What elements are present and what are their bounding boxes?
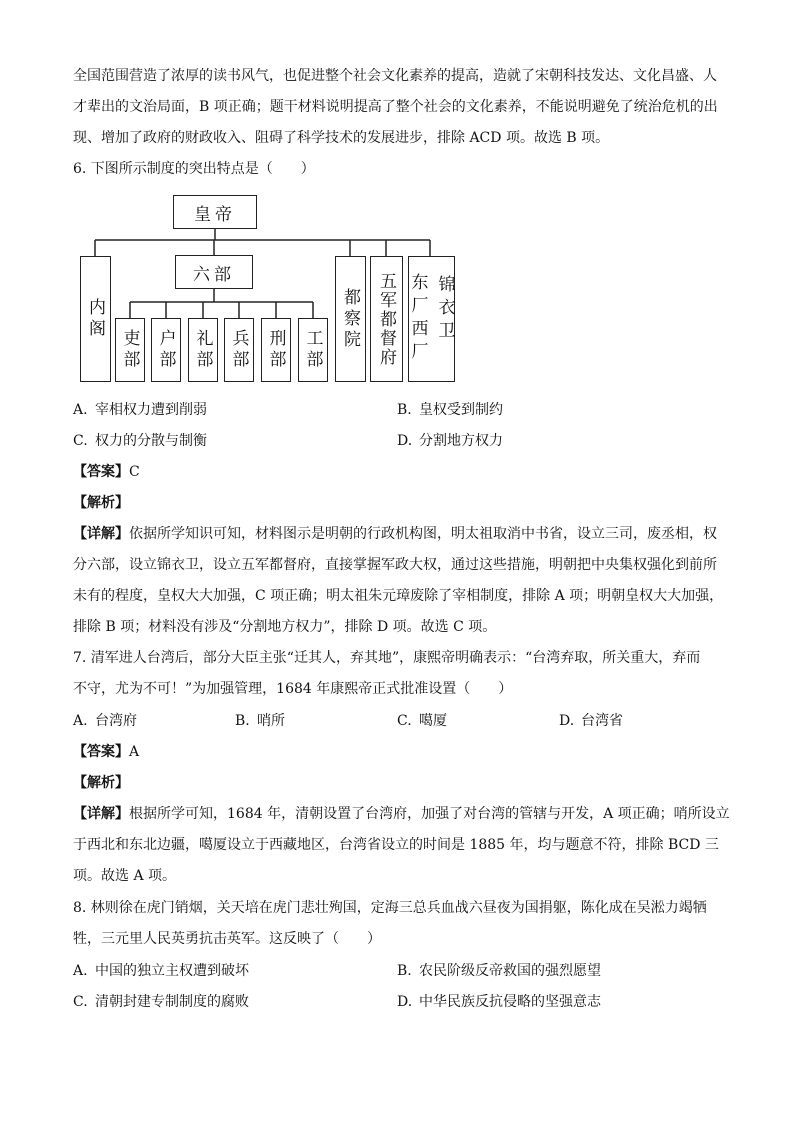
ministry-hu-box	[151, 318, 181, 382]
q6-detail-tag: 【详解】	[73, 526, 129, 542]
q7-detail-line-2: 于西北和东北边疆，噶厦设立于西藏地区，台湾省设立的时间是 1885 年，均与题意不符，排除 BCD 三	[73, 837, 719, 853]
q7-detail-text-1: 根据所学可知，1684 年，清朝设置了台湾府，加强了对台湾的管辖与开发，A 项正确；哨所设立	[129, 806, 730, 822]
q8-option-d[interactable]: D. 中华民族反抗侵略的坚强意志	[397, 994, 601, 1010]
q6-answer-value: C	[129, 464, 140, 480]
q6-stem: 6. 下图所示制度的突出特点是（ ）	[73, 161, 315, 177]
q6-detail-text-1: 依据所学知识可知，材料图示是明朝的行政机构图，明太祖取消中书省，设立三司，废丞相，权	[129, 526, 717, 542]
q8-option-c-text: 清朝封建专制制度的腐败	[95, 994, 249, 1010]
intro-line-3: 现、增加了政府的财政收入、阻碍了科学技术的发展进步，排除 ACD 项。故选 B 项。	[73, 130, 610, 146]
ministry-hu-label: 户部	[155, 329, 176, 371]
q6-option-b-text: 皇权受到制约	[419, 402, 503, 418]
q6-answer-tag: 【答案】	[73, 464, 129, 480]
q8-option-a[interactable]: A. 中国的独立主权遭到破坏	[73, 963, 249, 979]
q6-detail-line-4: 排除 B 项；材料没有涉及“分割地方权力”，排除 D 项。故选 C 项。	[73, 619, 497, 635]
ministry-rites-box	[188, 318, 218, 382]
q6-option-d[interactable]: D. 分割地方权力	[397, 433, 503, 449]
q7-option-b[interactable]: B. 哨所	[235, 713, 285, 729]
q8-option-a-text: 中国的独立主权遭到破坏	[95, 963, 249, 979]
neige-label: 内阁	[85, 298, 105, 340]
q6-option-c[interactable]: C. 权力的分散与制衡	[73, 433, 207, 449]
q7-detail-line-3: 项。故选 A 项。	[73, 868, 177, 884]
six-ministries-label: 六部	[193, 264, 235, 285]
q7-option-c-text: 噶厦	[419, 713, 447, 729]
q6-detail-line-3: 未有的程度，皇权大大加强，C 项正确；明太祖朱元璋废除了宰相制度，排除 A 项；明朝皇权大大加强，	[73, 588, 724, 604]
jinyiwei-changs-box	[408, 256, 455, 382]
q7-stem-line-2: 不守，尤为不可！”为加强管理，1684 年康熙帝正式批准设置（ ）	[73, 681, 513, 697]
q8-option-c[interactable]: C. 清朝封建专制制度的腐败	[73, 994, 249, 1010]
ministry-justice-label: 刑部	[265, 329, 286, 371]
jinyiwei-label: 锦衣卫	[434, 275, 455, 344]
q6-option-c-text: 权力的分散与制衡	[95, 433, 207, 449]
q8-stem-line-1: 8. 林则徐在虎门销烟，关天培在虎门悲壮殉国，定海三总兵血战六昼夜为国捐躯，陈化成在吴淞力竭牺	[73, 900, 707, 916]
q6-answer	[73, 462, 140, 482]
duchayuan-label: 都察院	[340, 287, 360, 351]
q7-option-a[interactable]: A. 台湾府	[73, 713, 137, 729]
q7-option-b-text: 哨所	[257, 713, 285, 729]
ministry-li-box	[115, 318, 145, 382]
q8-option-b-text: 农民阶级反帝救国的强烈愿望	[419, 963, 601, 979]
q6-detail-line-2: 分六部，设立锦衣卫，设立五军都督府，直接掌握军政大权，通过这些措施，明朝把中央集权强化到前所	[73, 557, 717, 573]
q6-analysis-tag	[73, 493, 129, 513]
dongxichang-label: 东厂西厂	[407, 273, 428, 365]
q6-option-b[interactable]: B. 皇权受到制约	[397, 402, 503, 418]
q8-stem-line-2: 牲，三元里人民英勇抗击英军。这反映了（ ）	[73, 931, 381, 947]
emperor-box	[173, 195, 257, 229]
q7-option-c[interactable]: C. 噶厦	[397, 713, 447, 729]
six-ministries-box	[175, 255, 253, 289]
q7-stem-line-1: 7. 清军进人台湾后，部分大臣主张“迁其人，弃其地”，康熙帝明确表示：“台湾弃取，所关重大，弃而	[73, 650, 701, 666]
q8-option-d-text: 中华民族反抗侵略的坚强意志	[419, 994, 601, 1010]
q6-option-a[interactable]: A. 宰相权力遭到削弱	[73, 402, 207, 418]
q7-option-d[interactable]: D. 台湾省	[559, 713, 623, 729]
q7-answer-value: A	[129, 744, 140, 760]
ministry-justice-box	[261, 318, 291, 382]
q7-analysis-label: 【解析】	[73, 775, 129, 791]
ministry-rites-label: 礼部	[192, 329, 213, 371]
q7-answer-tag: 【答案】	[73, 744, 129, 760]
ministry-war-label: 兵部	[228, 329, 249, 371]
neige-box	[80, 256, 111, 382]
ministry-works-box	[298, 318, 328, 382]
q7-option-a-text: 台湾府	[95, 713, 137, 729]
q7-answer	[73, 742, 139, 762]
intro-line-2: 才辈出的文治局面，B 项正确；题干材料说明提高了整个社会的文化素养，不能说明避免了统治危机的出	[73, 99, 718, 115]
wujun-box	[370, 256, 403, 382]
q7-option-d-text: 台湾省	[581, 713, 623, 729]
q7-analysis-tag	[73, 773, 129, 793]
q6-option-a-text: 宰相权力遭到削弱	[95, 402, 207, 418]
emperor-label: 皇帝	[194, 204, 236, 225]
q6-detail-line-1	[73, 524, 717, 544]
wujun-label: 五军都督府	[376, 271, 396, 367]
intro-line-1: 全国范围营造了浓厚的读书风气，也促进整个社会文化素养的提高，造就了宋朝科技发达、文化昌盛、人	[73, 68, 717, 84]
duchayuan-box	[335, 256, 366, 382]
q6-analysis-label: 【解析】	[73, 495, 129, 511]
q7-detail-line-1	[73, 804, 730, 824]
ministry-li-label: 吏部	[119, 329, 140, 371]
q7-detail-tag: 【详解】	[73, 806, 129, 822]
q6-option-d-text: 分割地方权力	[419, 433, 503, 449]
q8-option-b[interactable]: B. 农民阶级反帝救国的强烈愿望	[397, 963, 601, 979]
ministry-war-box	[224, 318, 254, 382]
ministry-works-label: 工部	[302, 329, 323, 371]
